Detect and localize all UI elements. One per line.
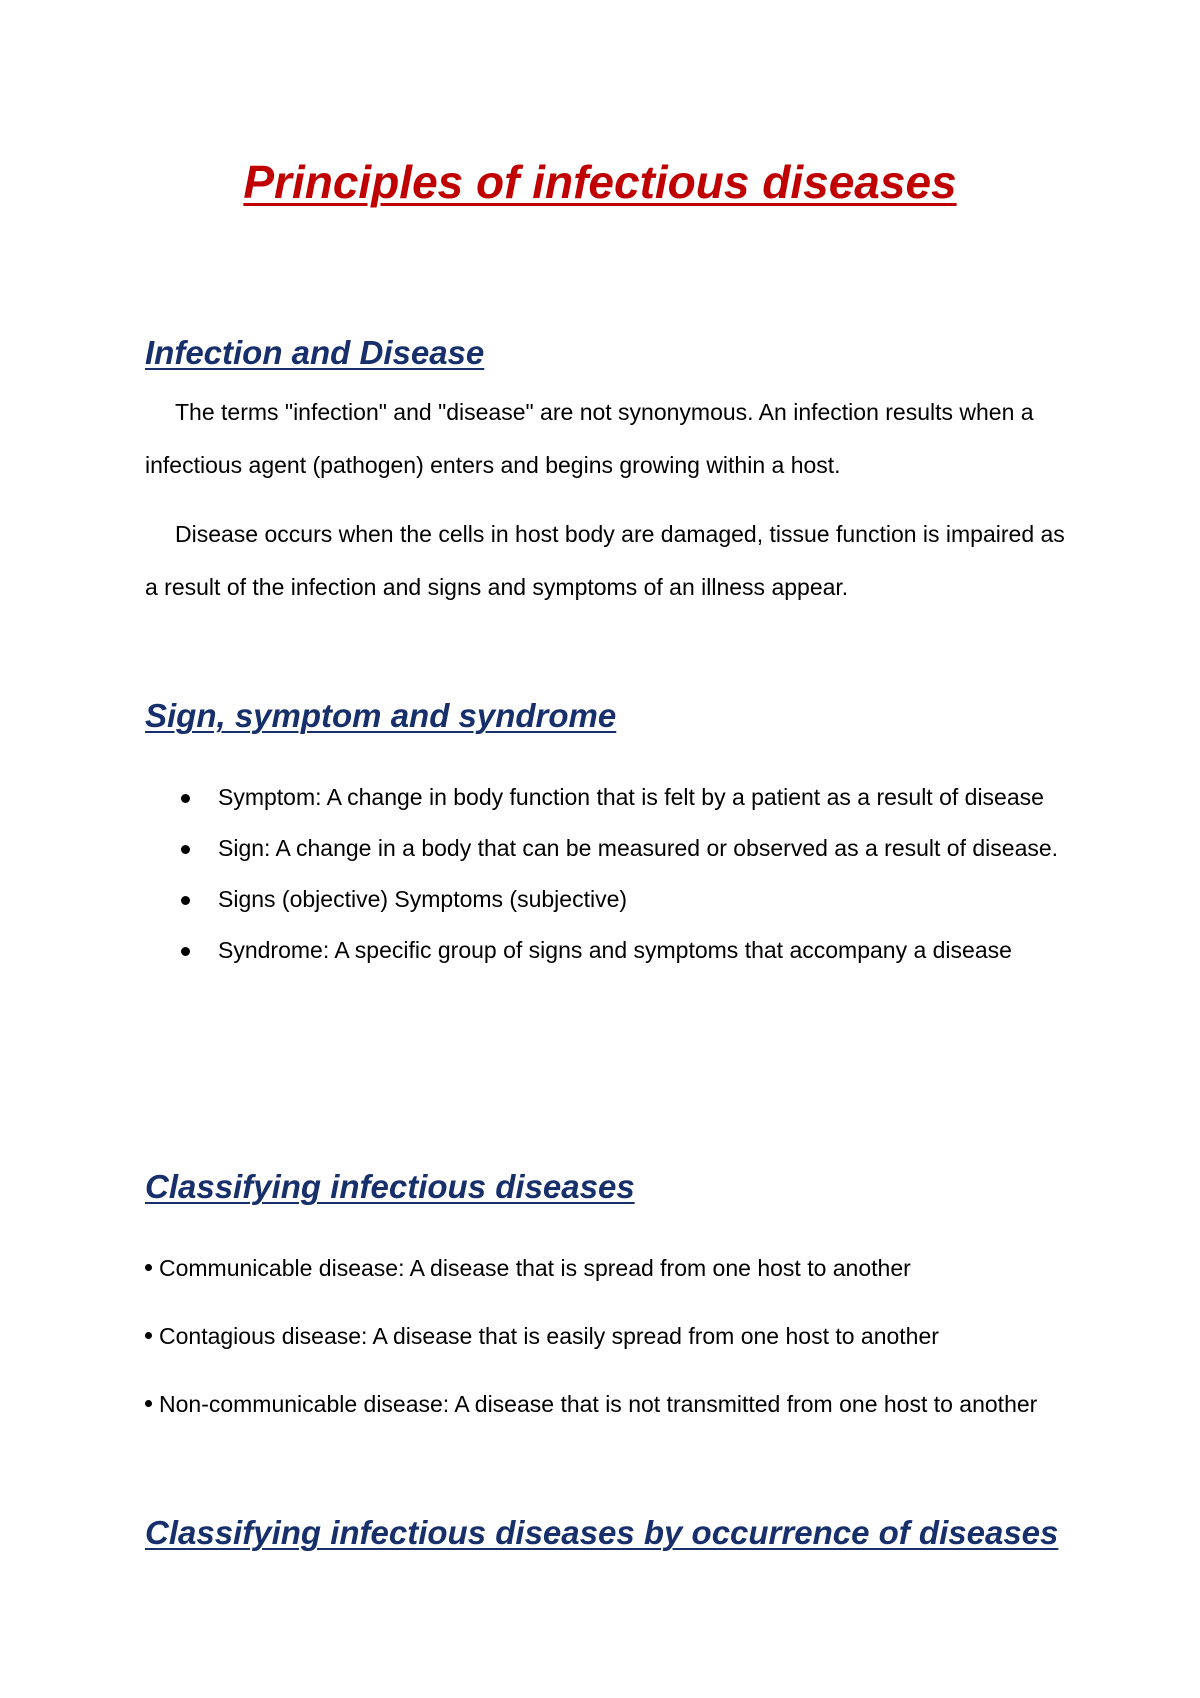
list-item: [145, 874, 1085, 925]
bullet-icon: [181, 794, 190, 803]
list-item-text: Non-communicable disease: A disease that is not transmitted from one host to another: [159, 1391, 1038, 1417]
heading-classifying-by-occurrence: Classifying infectious diseases by occurrence of diseases: [145, 1514, 1059, 1551]
classifying-item-communicable: [145, 1242, 1065, 1295]
list-item-text: Symptom: A change in body function that is felt by a patient as a result of disease: [218, 784, 1044, 810]
list-item-text: Contagious disease: A disease that is easily spread from one host to another: [159, 1323, 939, 1349]
bullet-icon: [181, 947, 190, 956]
list-item: [145, 823, 1085, 874]
bullet-icon: [145, 1400, 152, 1407]
list-item: [145, 772, 1085, 823]
heading-sign-symptom-syndrome: Sign, symptom and syndrome: [145, 697, 617, 734]
document-title: Principles of infectious diseases: [243, 156, 957, 208]
list-item-text: Communicable disease: A disease that is spread from one host to another: [159, 1255, 911, 1281]
paragraph-infection-definition: The terms "infection" and "disease" are not synonymous. An infection results when a infectious agent (pathogen) enters and begins growing within a host.: [145, 399, 1034, 478]
bullet-icon: [145, 1332, 152, 1339]
signs-bullet-list: [145, 772, 1085, 976]
bullet-icon: [145, 1264, 152, 1271]
list-item-text: Syndrome: A specific group of signs and symptoms that accompany a disease: [218, 937, 1012, 963]
heading-infection-and-disease: Infection and Disease: [145, 334, 485, 371]
list-item-text: Sign: A change in a body that can be measured or observed as a result of disease.: [218, 835, 1059, 861]
classifying-item-non-communicable: [145, 1378, 1065, 1431]
list-item-text: Signs (objective) Symptoms (subjective): [218, 886, 628, 912]
list-item: [145, 925, 1085, 976]
classifying-item-contagious: [145, 1310, 1065, 1363]
bullet-icon: [181, 845, 190, 854]
bullet-icon: [181, 896, 190, 905]
heading-classifying-infectious-diseases: Classifying infectious diseases: [145, 1168, 635, 1205]
paragraph-disease-definition: Disease occurs when the cells in host body are damaged, tissue function is impaired as a result of the infection and signs and symptoms of an illness appear.: [145, 521, 1065, 600]
